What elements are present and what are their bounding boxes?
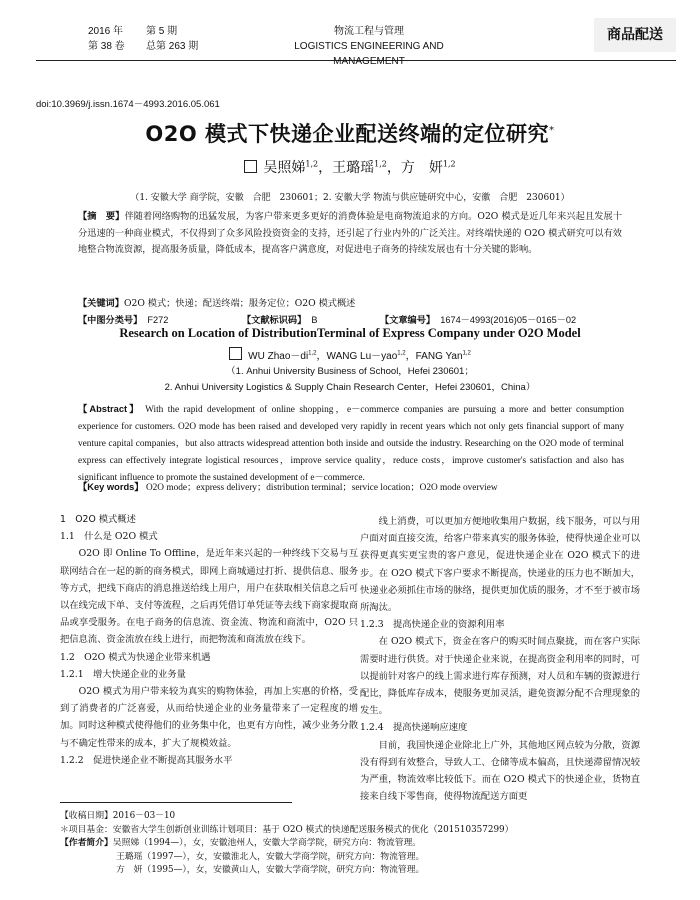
- abstract-label: 【摘 要】: [78, 211, 125, 222]
- doc-code-value: B: [311, 315, 318, 325]
- journal-name: [264, 24, 474, 69]
- abstract-zh: [78, 209, 622, 259]
- running-header: [36, 18, 676, 67]
- affiliation-en-2: 2. Anhui University Logistics & Supply Chain Research Center，Hefei 230601，China）: [164, 382, 536, 393]
- author-bio-2: 王璐瑶（1997—），女，安徽淮北人，安徽大学商学院，研究方向：物流管理。: [116, 851, 425, 862]
- paper-title-zh: [36, 118, 664, 148]
- author-affil-mark: 1,2: [308, 350, 317, 357]
- paragraph: 目前，我国快递企业除北上广外，其他地区网点较为分散，资源没有得到有效整合，导致人工、仓储等成本偏高，且快递滞留情况较为严重，物流效率比较低下。而在 O2O 模式下的快递企业，货物直接来自线下零售商，使得物流配送方面更: [360, 739, 640, 803]
- section-heading: 1 O2O 模式概述: [60, 514, 136, 525]
- subsubsection-heading: 1.2.1 增大快递企业的业务量: [60, 668, 186, 680]
- article-number-field: [380, 312, 576, 326]
- author-name: 吴照娣: [263, 160, 306, 176]
- author-bio-3: 方 妍（1995—），女，安徽黄山人，安徽大学商学院，研究方向：物流管理。: [116, 865, 425, 876]
- body-column-left: [60, 511, 358, 769]
- issue-info: [88, 24, 198, 54]
- abstract-text: 伴随着网络购物的迅猛发展，为客户带来更多更好的消费体验是电商物流追求的方向。O2O 模式是近几年来兴起且发展十分迅速的一种商业模式，不仅得到了众多风险投资资金的支持，还引起了行业内外的广泛关注。对终端快递的 O2O 模式研究可以有效地整合物流资源，提高服务质量，降低成本，提高客户满意度，对促进电子商务的持续发展也有十分关键的影响。: [78, 211, 623, 256]
- clc-field: [78, 312, 168, 326]
- issue-number: 第 5 期: [146, 26, 178, 37]
- journal-name-zh: 物流工程与管理: [334, 26, 404, 37]
- keywords-label: 【关键词】: [78, 298, 124, 309]
- keywords-en: [78, 479, 624, 493]
- keywords-en-label: 【Key words】: [78, 482, 144, 492]
- article-number-value: 1674－4993(2016)05－0165－02: [440, 315, 577, 325]
- abstract-en-text: With the rapid development of online shopping，e－commerce companies are pursuing a more and better consumption experience for customers. O2O mode has been raised and developed very rapidly in recent years which not only gets financial support of many venture capital companies，but also attracts widespread attention both inside and outside the industry. Researching on the O2O mode of terminal express can effectively integrate logistical resources，improve service quality，reduce costs，improve customer's satisfaction and also has significant influence to promote the sustained development of e－commerce.: [78, 405, 625, 483]
- title-text: O2O 模式下快递企业配送终端的定位研究: [145, 122, 550, 146]
- abstract-en-label: 【Abstract】: [78, 404, 141, 414]
- doc-code-label: 【文献标识码】: [242, 315, 307, 326]
- total-issue: 总第 263 期: [146, 41, 199, 52]
- title-footnote-mark: *: [549, 125, 555, 136]
- author-list-en: WU Zhao－di$^{1,2}$，WANG Lu－yao$^{1,2}$，FANG Yan$^{1,2}$: [36, 347, 664, 362]
- paragraph: O2O 模式为用户带来较为真实的购物体验，再加上实惠的价格，受到了消费者的广泛喜爱，从而给快递企业的业务量带来了一定程度的增加。同时这种模式使得他们的业务集中化，也更有方向性，减少业务分散与不确定性带来的成本，扩大了规模效益。: [60, 686, 358, 749]
- subsubsection-heading: 1.2.2 促进快递企业不断提高其服务水平: [60, 754, 233, 766]
- footnote-divider: [60, 802, 292, 803]
- author-affil-mark: 1,2: [462, 350, 471, 357]
- keywords-en-text: O2O mode；express delivery；distribution terminal；service location；O2O mode overview: [145, 483, 498, 493]
- author-name: 王璐瑶: [332, 160, 375, 176]
- paper-title-en: Research on Location of DistributionTerminal of Express Company under O2O Model: [119, 326, 581, 340]
- author-name-en: FANG Yan: [415, 351, 463, 362]
- paragraph: O2O 即 Online To Offline，是近年来兴起的一种终线下交易与互联网结合在一起的新的商务模式，即网上商城通过打折、提供信息、服务等方式，把线下商店的消息推送给线上用户，用户在获取相关信息之后可以在线完成下单、支付等流程，之后再凭借订单凭证等去线下商家提取商品或享受服务。在电子商务的信息流、资金流、物流和商流中，O2O 只把信息流、资金流放在线上进行，而把物流和商流放在线下。: [60, 548, 358, 646]
- author-bio-1: 吴照娣（1994—），女，安徽池州人，安徽大学商学院，研究方向：物流管理。: [112, 838, 422, 849]
- clc-value: F272: [147, 315, 169, 325]
- author-affil-mark: 1,2: [374, 159, 387, 169]
- author-affil-mark: 1,2: [442, 159, 456, 169]
- article-number-label: 【文章编号】: [380, 315, 436, 326]
- volume: 第 38 卷: [88, 41, 125, 52]
- fund-note: ＊项目基金：安徽省大学生创新创业训练计划项目：基于 O2O 模式的快递配送服务模式的优化（201510357299）: [60, 824, 514, 835]
- doc-code-field: [242, 312, 318, 326]
- paragraph: 在 O2O 模式下，资金在客户的购买时间点聚拢，而在客户实际需要时进行供货。对于快递企业来说，在提高资金利用率的同时，可以提前针对客户的线上需求进行库存预测，对人员和车辆的资源进行配比，降低库存成本，使服务更加灵活，避免资源分配不合理现象的发生。: [360, 636, 640, 717]
- footnotes: [60, 810, 600, 878]
- author-affil-mark: 1,2: [305, 159, 319, 169]
- author-bio-label: 【作者简介】: [60, 838, 113, 849]
- subsubsection-heading: 1.2.3 提高快递企业的资源利用率: [360, 619, 505, 631]
- author-name-en: WANG Lu－yao: [326, 351, 398, 362]
- checkbox-square-icon: [244, 160, 257, 173]
- checkbox-square-icon: [229, 347, 242, 360]
- clc-label: 【中图分类号】: [78, 315, 143, 326]
- subsubsection-heading: 1.2.4 提高快递响应速度: [360, 722, 468, 734]
- keywords-zh: [78, 295, 622, 309]
- author-list-zh: 吴照娣$^{1,2}$，王璐瑶$^{1,2}$，方 妍$^{1,2}$: [36, 157, 664, 177]
- body-column-right: [360, 513, 640, 805]
- journal-name-en: LOGISTICS ENGINEERING AND MANAGEMENT: [294, 41, 444, 67]
- author-affil-mark: 1,2: [397, 350, 406, 357]
- abstract-en: [78, 401, 624, 487]
- received-date: 【收稿日期】2016－03－10: [60, 811, 176, 821]
- year: 2016 年: [88, 26, 124, 37]
- author-bio: [60, 837, 600, 851]
- author-name: 方 妍: [400, 160, 443, 176]
- affiliation-zh: （1. 安徽大学 商学院，安徽 合肥 230601；2. 安徽大学 物流与供应链研究中心，安徽 合肥 230601）: [130, 193, 570, 203]
- doi: doi:10.3969/j.issn.1674－4993.2016.05.061: [36, 99, 220, 110]
- section-label: 商品配送: [594, 18, 676, 52]
- affiliation-en-1: （1. Anhui University Business of School，Hefei 230601；: [226, 366, 474, 377]
- keywords-text: O2O 模式；快递；配送终端；服务定位；O2O 模式概述: [123, 298, 356, 309]
- author-name-en: WU Zhao－di: [248, 351, 309, 362]
- subsection-heading: 1.1 什么是 O2O 模式: [60, 531, 158, 543]
- subsection-heading: 1.2 O2O 模式为快递企业带来机遇: [60, 651, 211, 663]
- paragraph: 线上消费，可以更加方便地收集用户数据，线下服务，可以与用户面对面直接交流，给客户带来真实的服务体验，使得快递企业可以获得更真实更宝贵的客户意见，促进快递企业在 O2O 模式下的进步。在 O2O 模式下客户要求不断提高，快递业的压力也不断加大，快递业必须抓住市场的脉络，提供更加优质的服务，才不至于被市场所淘汰。: [360, 516, 640, 614]
